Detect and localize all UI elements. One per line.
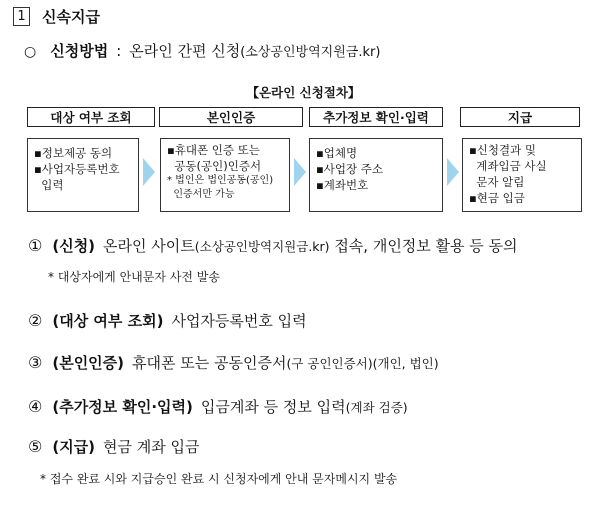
step-item: ▪신청결과 및 bbox=[469, 143, 536, 157]
step-item: 문자 알림 bbox=[469, 175, 525, 189]
detail-row bbox=[28, 235, 518, 256]
process-title: 【온라인 신청절차】 bbox=[246, 85, 361, 100]
step-rest-text: 접속, 개인정보 활용 등 동의 bbox=[329, 237, 518, 255]
arrow-right-icon bbox=[294, 158, 306, 186]
step-title: (추가정보 확인·입력) bbox=[52, 398, 193, 416]
step-text: 온라인 사이트 bbox=[103, 237, 195, 255]
step-small-text: (소상공인방역지원금.kr) bbox=[194, 239, 330, 254]
step-item: ▪계좌번호 bbox=[316, 178, 369, 192]
method-separator: : bbox=[116, 42, 122, 60]
arrow-right-icon bbox=[143, 158, 155, 186]
step-title: (본인인증) bbox=[52, 354, 125, 372]
step-text: 입금계좌 등 정보 입력 bbox=[200, 398, 346, 416]
step-title: (지급) bbox=[52, 438, 96, 456]
step-item: 입력 bbox=[34, 178, 64, 192]
method-site: (소상공인방역지원금.kr) bbox=[240, 45, 381, 60]
step-text: 사업자등록번호 입력 bbox=[171, 312, 307, 330]
step-title: (신청) bbox=[52, 237, 96, 255]
bullet-circle-icon: ○ bbox=[24, 44, 37, 60]
step-body-payment bbox=[462, 138, 582, 212]
method-text: 온라인 간편 신청 bbox=[129, 42, 241, 60]
step-body-authentication bbox=[160, 138, 290, 212]
step-number: ③ bbox=[28, 353, 43, 372]
method-label: 신청방법 bbox=[50, 42, 109, 60]
step-item: 공동(공인)인증서 bbox=[167, 159, 262, 173]
step-text: 현금 계좌 입금 bbox=[103, 438, 200, 456]
detail-note: * 대상자에게 안내문자 사전 발송 bbox=[48, 270, 220, 284]
step-number: ④ bbox=[28, 397, 43, 416]
section-header bbox=[13, 6, 100, 27]
step-body-additional-info bbox=[309, 138, 443, 212]
application-method bbox=[24, 40, 380, 61]
step-header-authentication: 본인인증 bbox=[159, 107, 303, 127]
final-note: * 접수 완료 시와 지급승인 완료 시 신청자에게 안내 문자메시지 발송 bbox=[40, 472, 398, 486]
step-text: 휴대폰 또는 공동인증서 bbox=[132, 354, 287, 372]
step-item: 계좌입금 사실 bbox=[469, 159, 547, 173]
step-item: ▪업체명 bbox=[316, 146, 358, 160]
step-item: ▪현금 입금 bbox=[469, 191, 525, 205]
step-header-payment: 지급 bbox=[460, 107, 580, 127]
step-item: ▪휴대폰 인증 또는 bbox=[167, 143, 260, 157]
step-title: (대상 여부 조회) bbox=[52, 312, 164, 330]
step-item: ▪정보제공 동의 bbox=[34, 146, 113, 160]
step-note: 인증서만 가능 bbox=[167, 189, 235, 200]
step-header-eligibility: 대상 여부 조회 bbox=[27, 107, 155, 127]
section-title: 신속지급 bbox=[42, 8, 100, 26]
detail-row bbox=[28, 436, 200, 457]
arrow-right-icon bbox=[447, 158, 459, 186]
step-item: ▪사업자등록번호 bbox=[34, 162, 120, 176]
step-header-additional-info: 추가정보 확인·입력 bbox=[309, 107, 443, 127]
step-number: ② bbox=[28, 311, 43, 330]
step-small-text: (구 공인인증서)(개인, 법인) bbox=[286, 356, 439, 371]
section-number-box: 1 bbox=[13, 7, 30, 26]
step-number: ⑤ bbox=[28, 437, 43, 456]
step-small-text: (계좌 검증) bbox=[345, 400, 408, 415]
detail-row bbox=[28, 396, 408, 417]
step-number: ① bbox=[28, 236, 43, 255]
step-body-eligibility bbox=[27, 138, 139, 212]
detail-row bbox=[28, 310, 307, 331]
step-item: ▪사업장 주소 bbox=[316, 162, 383, 176]
step-note: * 법인은 법인공동(공인) bbox=[167, 175, 274, 186]
detail-row bbox=[28, 352, 439, 373]
